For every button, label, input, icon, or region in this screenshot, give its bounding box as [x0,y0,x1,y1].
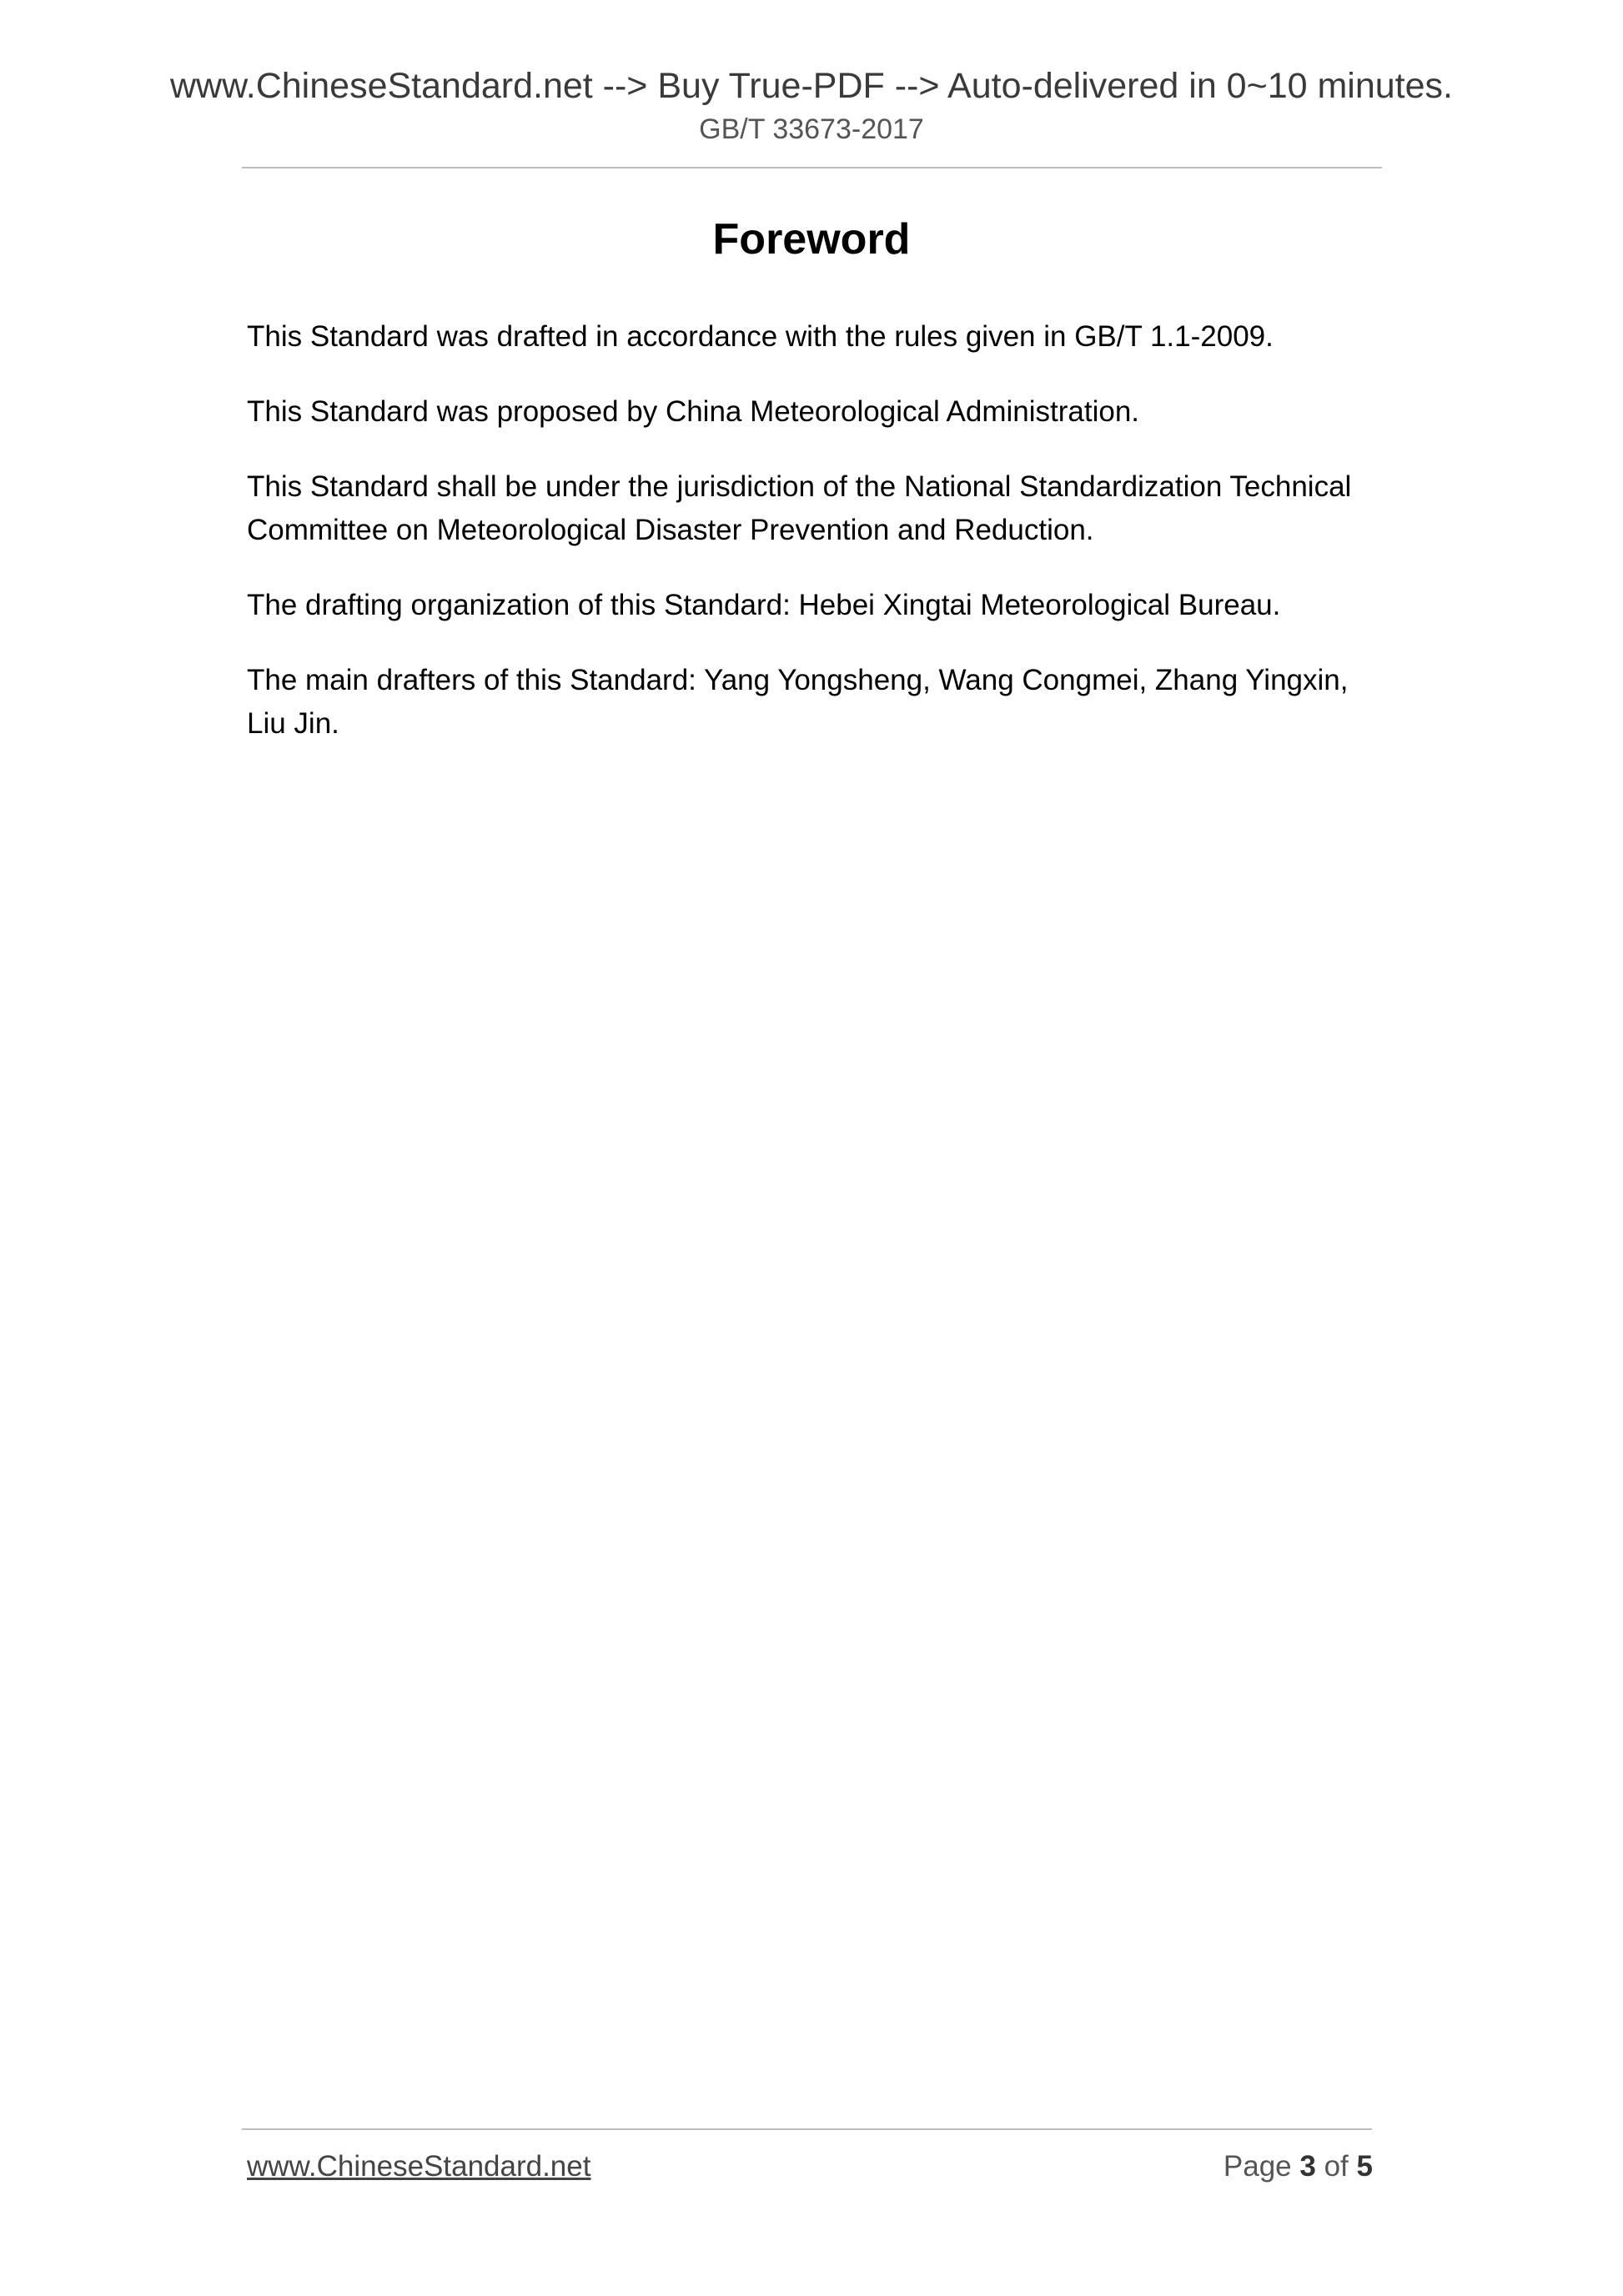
page-current: 3 [1299,2150,1316,2183]
header-divider [242,167,1382,168]
standard-number: GB/T 33673-2017 [699,113,924,145]
paragraph-drafting-rules: This Standard was drafted in accordance with the rules given in GB/T 1.1-2009. [247,320,1274,353]
page-title: Foreword [712,215,911,264]
paragraph-main-drafters: The main drafters of this Standard: Yang Yongsheng, Wang Congmei, Zhang Yingxin, Liu Jin. [247,664,1349,740]
page-indicator [1224,2148,1373,2186]
foreword-body [247,315,1389,777]
paragraph-jurisdiction: This Standard shall be under the jurisdiction of the National Standardization Technical Committee on Meteorological Disaster Prevention and Reduction. [247,470,1352,546]
paragraph-proposed-by: This Standard was proposed by China Meteorological Administration. [247,395,1140,428]
footer-divider [242,2128,1372,2130]
paragraph-drafting-organization: The drafting organization of this Standard: Hebei Xingtai Meteorological Bureau. [247,589,1281,621]
footer-site-link[interactable]: www.ChineseStandard.net [247,2150,591,2183]
page-total: 5 [1356,2150,1373,2183]
header-banner: www.ChineseStandard.net --> Buy True-PDF --> Auto-delivered in 0~10 minutes. [169,66,1453,106]
page-of-label: of [1324,2150,1349,2183]
page-label: Page [1223,2150,1292,2183]
